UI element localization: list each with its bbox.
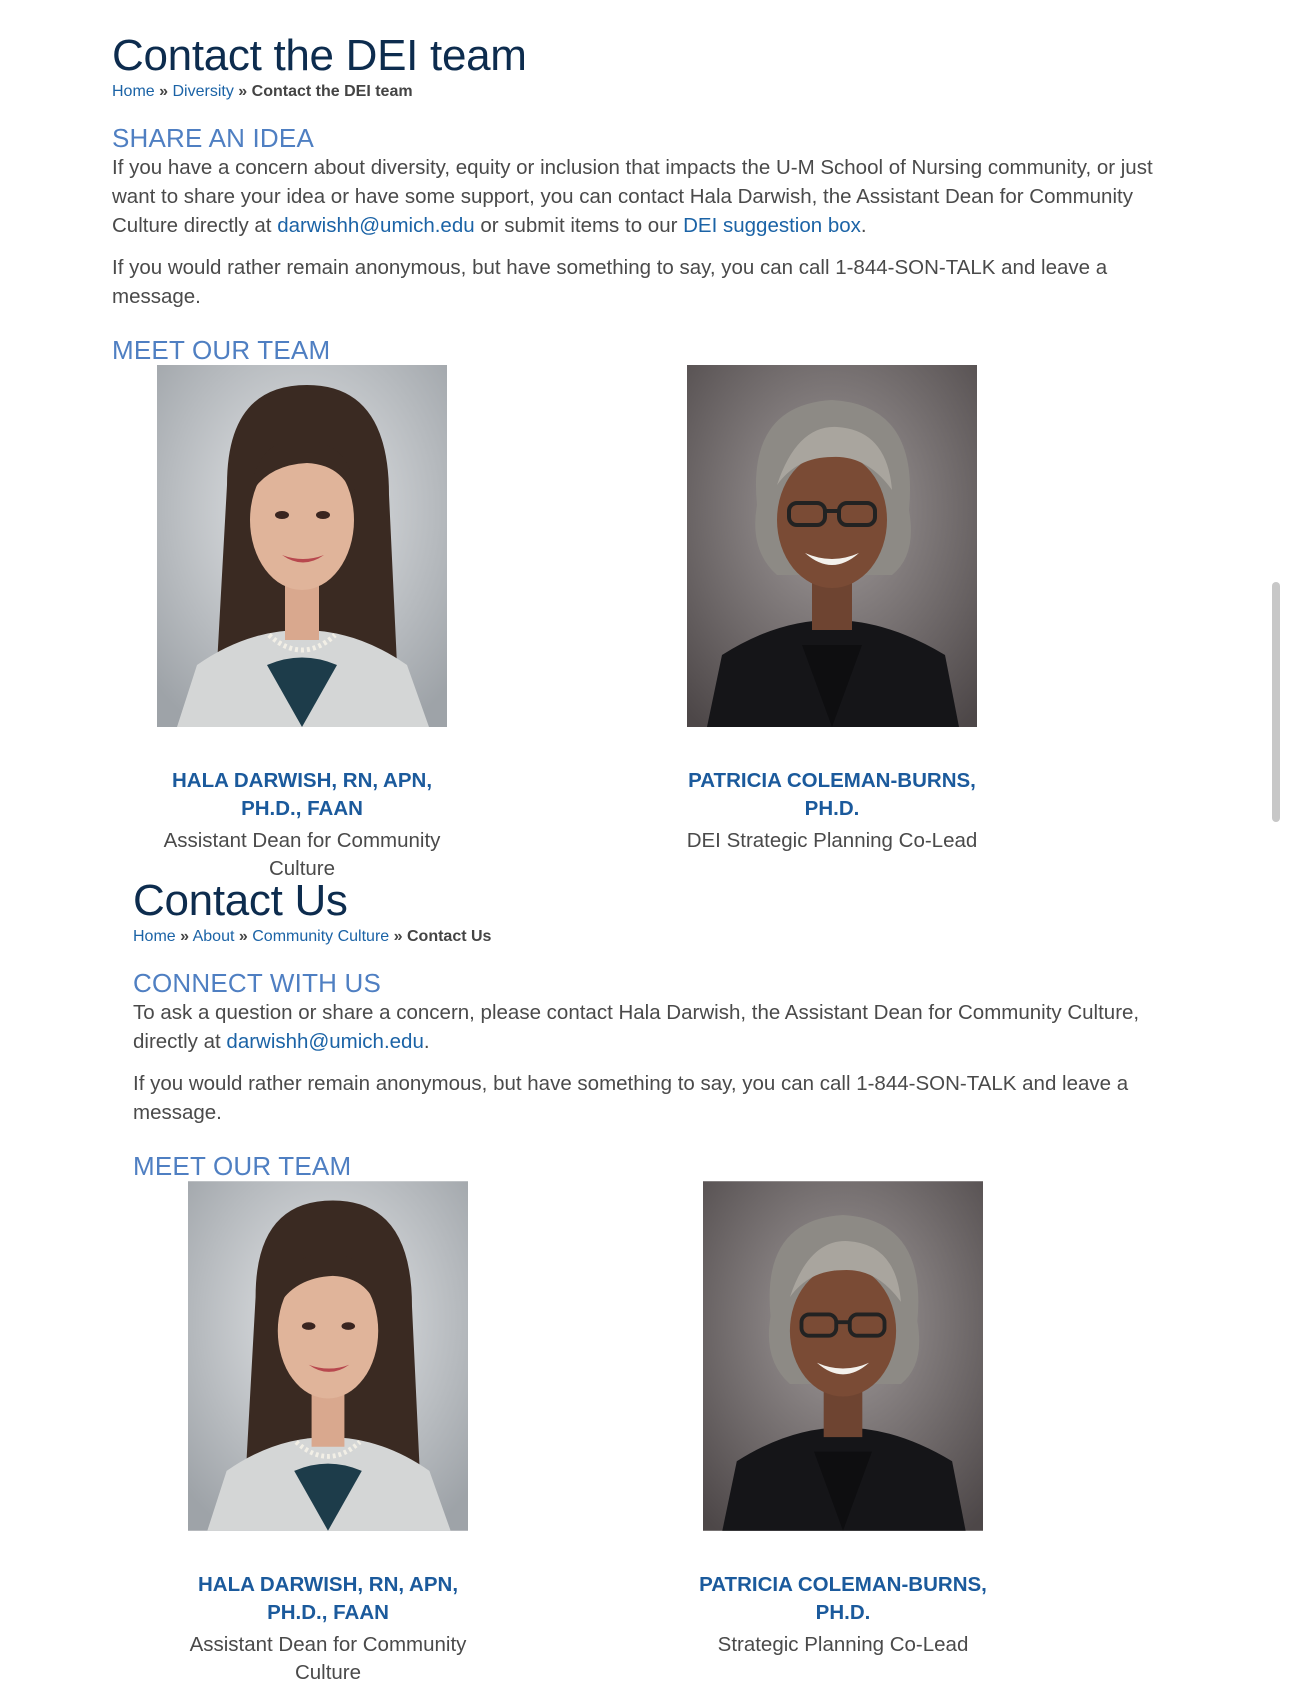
anonymous-paragraph: If you would rather remain anonymous, but have something to say, you can call 1-844-SON-TALK and leave a message. (133, 1072, 1129, 1124)
team-member-card (173, 1181, 483, 1687)
breadcrumb-about-link[interactable]: About (192, 928, 235, 945)
breadcrumb-separator: » (238, 928, 248, 945)
paragraph-text: If you have a concern about diversity, equity or inclusion that impacts the U-M School of Nursing community, or just want to share your idea or have some support, you can contact Hala Darwish, the Assistant Dean for Community Culture directly at (112, 156, 1153, 237)
connect-paragraph (133, 998, 1173, 1056)
paragraph-text: To ask a question or share a concern, please contact Hala Darwish, the Assistant Dean for Community Culture, directly at (133, 1001, 1140, 1053)
member-role: Assistant Dean for Community Culture (189, 1633, 467, 1684)
breadcrumb-current: Contact the DEI team (251, 83, 413, 100)
paragraph-text: . (423, 1030, 430, 1053)
team-grid (112, 365, 1172, 880)
connect-heading: CONNECT WITH US (133, 968, 382, 998)
member-name: HALA DARWISH, RN, APN, PH.D., FAAN (197, 1573, 459, 1624)
team-grid (133, 1181, 1173, 1684)
share-idea-paragraph (112, 153, 1172, 240)
meet-team-heading: MEET OUR TEAM (112, 335, 331, 365)
page-title: Contact the DEI team (112, 31, 527, 80)
email-link[interactable]: darwishh@umich.edu (277, 214, 475, 237)
portrait-photo (188, 1181, 468, 1531)
member-role: DEI Strategic Planning Co-Lead (686, 829, 978, 852)
breadcrumb-separator: » (238, 83, 248, 100)
member-name: PATRICIA COLEMAN-BURNS, PH.D. (699, 1573, 987, 1624)
email-link[interactable]: darwishh@umich.edu (226, 1030, 424, 1053)
breadcrumb-separator: » (180, 928, 190, 945)
breadcrumb-separator: » (159, 83, 169, 100)
breadcrumb (133, 927, 1173, 947)
team-member-card (152, 365, 452, 883)
breadcrumb-current: Contact Us (406, 928, 492, 945)
scrollbar-thumb[interactable] (1272, 582, 1280, 822)
share-idea-heading: SHARE AN IDEA (112, 123, 314, 153)
member-role: Assistant Dean for Community Culture (163, 829, 441, 880)
anonymous-paragraph: If you would rather remain anonymous, but have something to say, you can call 1-844-SON-TALK and leave a message. (112, 256, 1108, 308)
member-role: Strategic Planning Co-Lead (717, 1633, 969, 1656)
breadcrumb-separator: » (393, 928, 403, 945)
breadcrumb-community-culture-link[interactable]: Community Culture (252, 928, 390, 945)
portrait-photo (687, 365, 977, 727)
breadcrumb-home-link[interactable]: Home (112, 83, 155, 100)
team-member-card (688, 1181, 998, 1659)
portrait-photo (703, 1181, 983, 1531)
section-contact-dei (112, 30, 1172, 880)
page-title: Contact Us (133, 876, 348, 925)
breadcrumb (112, 82, 1172, 102)
paragraph-text: . (860, 214, 867, 237)
member-name: PATRICIA COLEMAN-BURNS, PH.D. (688, 769, 976, 820)
section-contact-us (133, 875, 1173, 1684)
member-name: HALA DARWISH, RN, APN, PH.D., FAAN (171, 769, 433, 820)
breadcrumb-diversity-link[interactable]: Diversity (172, 83, 234, 100)
suggestion-box-link[interactable]: DEI suggestion box (683, 214, 861, 237)
breadcrumb-home-link[interactable]: Home (133, 928, 176, 945)
paragraph-text: or submit items to our (474, 214, 684, 237)
meet-team-heading: MEET OUR TEAM (133, 1151, 352, 1181)
team-member-card (682, 365, 982, 855)
portrait-photo (157, 365, 447, 727)
